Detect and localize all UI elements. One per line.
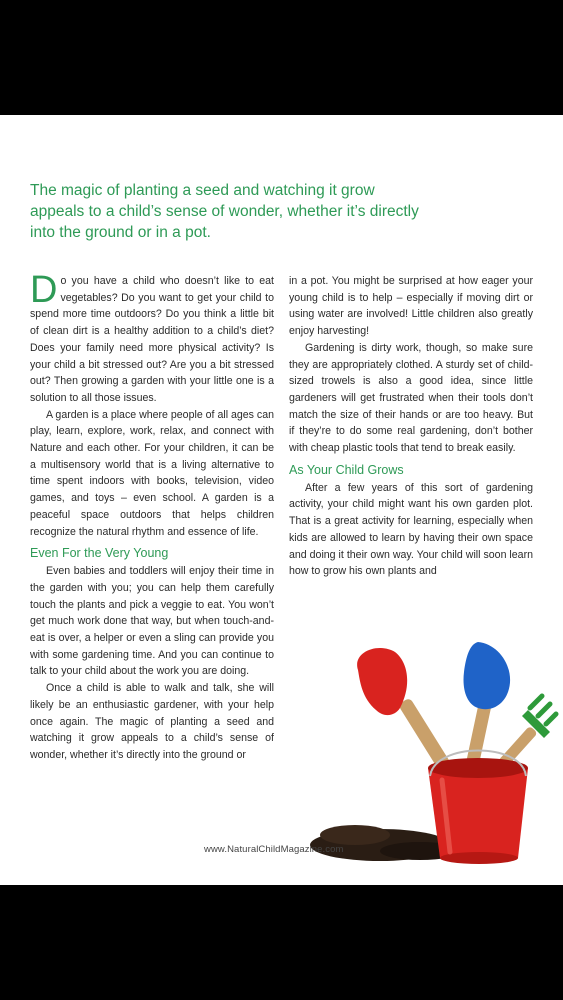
footer-website-url: www.NaturalChildMagazine.com (204, 844, 344, 855)
heading-very-young: Even For the Very Young (30, 546, 169, 561)
intro-paragraph (30, 269, 274, 407)
paragraph-walk-talk: Once a child is able to walk and talk, she will likely be an enthusiastic gardener, with your help once again. The magic of planting a seed and watching it grow appeals to a child’s sense of wonder, whether it’s directly into the ground or (30, 682, 274, 761)
right-column (289, 273, 533, 580)
intro-text: o you have a child who doesn’t like to eat vegetables? Do you want to get your child to spend more time outdoors? Do you think a little bit of clean dirt is a healthy addition to a child’s diet? Does your family need more physical activity? Is your child a bit stressed out? Are you a bit stressed out? Then growing a garden with your little one is a solution to all those issues. (30, 275, 274, 404)
red-bucket (428, 751, 528, 865)
heading-child-grows: As Your Child Grows (289, 462, 404, 477)
paragraph-garden-place: A garden is a place where people of all ages can play, learn, explore, work, relax, and connect with Nature and each other. For your children, it can be a multisensory world that is a living alternative to time spent indoors with books, television, video games, and toys – even school. A garden is a peaceful space outdoors that helps children recognize the natural rhythm and essence of life. (30, 408, 274, 538)
left-column (30, 269, 274, 764)
paragraph-dirty-work: Gardening is dirty work, though, so make sure they are appropriately clothed. A sturdy set of child-sized trowels is also a good idea, since little gardeners will get frustrated when their tools don’t match the size of their hands or are too heavy. But if they’re to do some real gardening, don’t bother with cheap plastic tools that tend to break easily. (289, 341, 533, 455)
magazine-page (0, 115, 563, 885)
bucket-with-garden-tools-icon (300, 630, 560, 875)
paragraph-own-plot: After a few years of this sort of gardening activity, your child might want his own garden plot. That is a great activity for learning, especially when kids are allowed to learn by having their own space and doing it their own way. Your child will soon learn how to grow his own plants and (289, 481, 533, 578)
red-trowel (357, 648, 452, 773)
paragraph-babies: Even babies and toddlers will enjoy their time in the garden with you; you can help them carefully touch the plants and pick a veggie to eat. You won’t get much work done that way, but when touch-and-eat is over, a helper or even a sling can provide you with some gardening time. And you can continue to talk to your child about the work you are doing. (30, 565, 274, 678)
paragraph-in-a-pot: in a pot. You might be surprised at how eager your young child is to help – especially if moving dirt or using water are involved! Little children also greatly enjoy harvesting! (289, 275, 533, 338)
pull-quote: The magic of planting a seed and watching it grow appeals to a child’s sense of wonder, whether it’s directly into the ground or in a pot. (30, 182, 419, 241)
drop-cap: D (30, 269, 58, 311)
